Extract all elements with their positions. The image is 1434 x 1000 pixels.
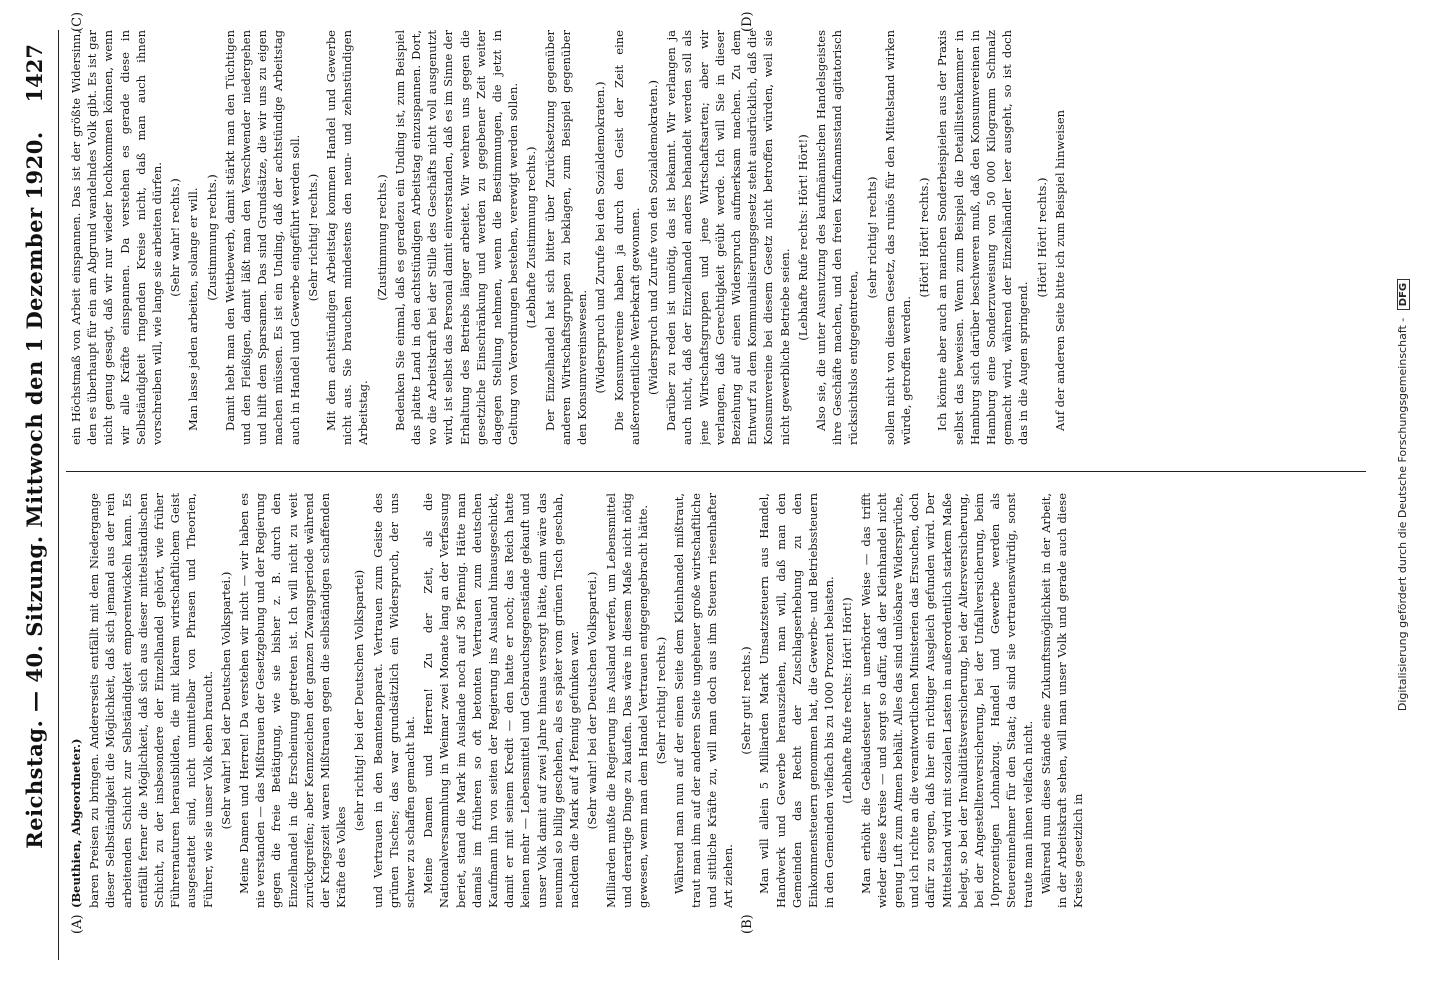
interjection: (Lebhafte Rufe rechts: Hört! Hört!) [840, 597, 855, 804]
interjection: (Sehr richtig! rechts.) [654, 636, 669, 765]
page-header [22, 20, 58, 960]
paragraph: Man lasse jeden arbeiten, solange er will. [186, 187, 201, 431]
interjection: (Lebhafte Rufe rechts: Hört! Hört!) [795, 134, 810, 341]
right-column [68, 30, 1358, 445]
paragraph: Während nun diese Stände eine Zukunftsmöglichkeit in der Arbeit, in der Arbeitskraft sehen, will man unser Volk und gerade auch diese Kreise gesetzlich in [1038, 493, 1086, 908]
paragraph: Ich könnte aber auch an manchen Sonderbeispielen aus der Praxis selbst das beweisen. Wenn zum Beispiel die Detaillistenkammer in Hamburg sich darüber beschweren muß, daß den Konsumvereinen in Hamburg eine Sonderzuweisung von 50 000 Kilogramm Schmalz gemacht wird, während der Einzelhändler leer ausgeht, so ist doch das in die Augen springend. [935, 30, 1031, 445]
paragraph: Milliarden mußte die Regierung ins Ausland werfen, um Lebensmittel und derartige Dinge zu kaufen. Das wäre in diesem Maße nicht nötig gewesen, wenn man dem Handel Vertrauen entgegengebracht hätte. [603, 493, 650, 908]
interjection: (Zustimmung rechts.) [204, 174, 219, 301]
interjection: (Hört! Hört! rechts.) [917, 177, 932, 298]
paragraph: Meine Damen und Herren! Da verstehen wir nicht — wir haben es nie verstanden — das Mißtrauen der Gesetzgebung und der Regierung gegen die freie Betätigung, wie sie bisher z. B. durch den Einzelhandel in die Erscheinung getreten ist. Ich will nicht zu weit zurückgreifen; aber Kennzeichen der ganzen Zwangsperiode während der Kriegszeit waren Mißtrauen gegen die selbständigen schaffenden Kräfte des Volkes [237, 493, 349, 908]
interjection: (sehr richtig! rechts) [864, 176, 879, 299]
paragraph: Auf der anderen Seite bitte ich zum Beispiel hinweisen [1052, 109, 1067, 431]
interjection: (Sehr wahr! bei der Deutschen Volkspartei.) [218, 571, 233, 830]
paragraph: Damit hebt man den Wettbewerb, damit stärkt man den Tüchtigen und den Fleißigen, damit läßt man den Verschwender niedergehen und hilft dem Sparsamen. Das sind Grundsätze, die wir uns zu eigen machen müssen. Es ist ein Unding, daß der achtstündige Arbeitstag auch in Handel und Gewerbe eingeführt werden soll. [222, 30, 302, 445]
paragraph: Während man nun auf der einen Seite dem Kleinhandel mißtraut, traut man ihm auf der anderen Seite ungeheuer große wirtschaftliche und sittliche Kräfte zu, will man doch aus ihm Steuern riesenhafter Art ziehen. [672, 493, 735, 908]
interjection: (Sehr richtig! rechts.) [305, 173, 320, 302]
header-title: Reichstag. — 40. Sitzung. Mittwoch den 1 Dezember 1920. [22, 131, 47, 849]
interjection: (Sehr gut! rechts.) [739, 646, 754, 755]
column-divider [66, 471, 1366, 472]
paragraph: Bedenken Sie einmal, daß es geradezu ein Unding ist, zum Beispiel das platte Land in den achtstündigen Arbeitstag einzuspannen. Dort, wo die Arbeitskraft bei der Stille des Geschäfts nicht voll ausgenutzt wird, ist selbst das Personal damit einverstanden, daß es im Sinne der Erhaltung des Betriebs länger arbeitet. Wir wehren uns gegen die gesetzliche Einschränkung und werden zu gegebener Zeit weiter dagegen Stellung nehmen, wenn die Bestimmungen, die jetzt in Geltung von Verordnungen bestehen, verewigt werden sollen. [392, 30, 521, 445]
paragraph: baren Preisen zu bringen. Andererseits entfällt mit dem Niedergange dieser Selbständigkeit die Möglichkeit, daß sich jemand aus der rein arbeitenden Schicht zur Selbständigkeit emporentwickeln kann. Es entfällt ferner die Möglichkeit, daß sich aus dieser mittelständischen Schicht, zu der insbesondere der Einzelhandel gehört, wie früher Führernaturen herausbilden, die mit klarem wirtschaftlichem Geist ausgestattet sind, nicht unmittelbar von Phrasen und Theorien, Führer, wie sie unser Volk eben braucht. [87, 493, 215, 908]
interjection: (Sehr wahr! rechts.) [168, 178, 183, 297]
interjection: (Zustimmung rechts.) [374, 174, 389, 301]
paragraph: und Vertrauen in den Beamtenapparat. Vertrauen zum Geiste des grünen Tisches; das war grundsätzlich ein Widerspruch, der uns schwer zu schaffen gemacht hat. [370, 493, 418, 908]
paragraph: Also sie, die unter Ausnutzung des kaufmännischen Handelsgeistes ihre Geschäfte machen, und den freien Kaufmannsstand agitatorisch rücksichtslos entgegentreten, [813, 30, 861, 445]
left-column [68, 493, 1358, 908]
margin-marker-d: (D) [740, 11, 755, 32]
header-rule [58, 30, 59, 960]
paragraph: Die Konsumvereine haben ja durch den Geist der Zeit eine außerordentliche Werbekraft gewonnen. [611, 30, 642, 445]
speaker-label: (Beuthien, Abgeordneter.) [69, 738, 83, 908]
paragraph: sollen nicht von diesem Gesetz, das ruinös für den Mittelstand wirken würde, getroffen werden. [882, 30, 913, 445]
margin-marker-a: (A) [70, 914, 85, 934]
paragraph: ein Höchstmaß von Arbeit einspannen. Das ist der größte Widersinn, den es überhaupt für ein am Abgrund wandelndes Volk gibt. Es ist gar nicht genug gesagt, daß wir nur wieder hochkommen können, wenn wir alle Kräfte einspannen. Da verstehen es gerade diese in Selbständigkeit ringenden Kreise nicht, daß man auch ihnen vorschreiben will, wie lange sie arbeiten dürfen. [69, 30, 165, 445]
interjection: (Widerspruch und Zurufe bei den Sozialdemokraten.) [593, 81, 608, 394]
footer-text: Digitalisierung gefördert durch die Deutsche Forschungsgemeinschaft - [1396, 317, 1409, 712]
paragraph: Mit dem achtstündigen Arbeitstag kommen Handel und Gewerbe nicht aus. Sie brauchen mindestens den neun- und zehnstündigen Arbeitstag. [324, 30, 371, 445]
digitization-footer [1396, 30, 1410, 960]
interjection: (sehr richtig! bei der Deutschen Volkspartei) [352, 569, 367, 832]
page-number: 1427 [22, 44, 47, 103]
paragraph: Der Einzelhandel hat sich bitter über Zurücksetzung gegenüber anderen Wirtschaftsgruppen zu beklagen, zum Beispiel gegenüber den Konsumvereinswesen. [542, 30, 590, 445]
interjection: (Hört! Hört! rechts.) [1034, 177, 1049, 298]
interjection: (Sehr wahr! bei der Deutschen Volkspartei.) [585, 571, 600, 830]
paragraph: Man will allein 5 Milliarden Mark Umsatzsteuern aus Handel, Handwerk und Gewerbe herausziehen, man will, daß man den Gemeinden das Recht der Zuschlagserhebung zu den Einkommensteuern genommen hat, die Gewerbe- und Betriebssteuern in den Gemeinden vielfach bis zu 1000 Prozent belasten. [757, 493, 837, 908]
margin-marker-c: (C) [70, 11, 85, 32]
paragraph: Darüber zu reden ist unnötig, das ist bekannt. Wir verlangen ja auch nicht, daß der Einzelhandel anders behandelt werden soll als jene Wirtschaftsgruppen und jene Wirtschaftsarten; aber wir verlangen, daß Gerechtigkeit geübt werde. Ich will Sie in dieser Beziehung auf einen Widerspruch aufmerksam machen. Zu dem Entwurf zu dem Kommunalisierungsgesetz steht ausdrücklich, daß die Konsumvereine bei diesem Gesetz nicht betroffen würden, weil sie nicht gewerbliche Betriebe seien. [664, 30, 792, 445]
margin-marker-b: (B) [740, 914, 755, 934]
paragraph: Meine Damen und Herren! Zu der Zeit, als die Nationalversammlung in Weimar zwei Monate lang an der Verfassung beriet, stand die Mark im Auslande noch auf 36 Pfennig. Hätte man damals im früheren so oft betonten Vertrauen zum deutschen Kaufmann ihn von seiten der Regierung ins Ausland hinausgeschickt, damit er mit seinem Kredit — den hatte er noch; das Reich hatte keinen mehr — Lebensmittel und Gebrauchsgegenstände gekauft und unser Volk damit auf zwei Jahre hinaus versorgt hätte, dann wäre das neunmal so billig geschehen, als es später vom grünen Tisch geschah, nachdem die Mark auf 4 Pfennig gefunken war. [421, 493, 582, 908]
dfg-logo: DFG [1397, 279, 1410, 310]
interjection: (Lebhafte Zustimmung rechts.) [524, 146, 539, 329]
interjection: (Widerspruch und Zurufe von den Sozialdemokraten.) [645, 79, 660, 396]
paragraph: Man erhöht die Gebäudesteuer in unerhörter Weise — das trifft wieder diese Kreise — und sorgt so dafür, daß der Kleinhandel nicht genug Luft zum Atmen behält. Alles das sind unlösbare Widersprüche, und ich richte an die verantwortlichen Ministerien das Ersuchen, doch dafür zu sorgen, daß hier ein richtiger Ausgleich gefunden wird. Der Mittelstand wird mit sozialen Lasten in außerordentlich starkem Maße belegt, so bei der Invaliditätsversicherung, bei der Altersversicherung, bei der Angestelltenversicherung, bei der Unfallversicherung, beim 10prozentigen Lohnabzug. Handel und Gewerbe werden als Steuereinnehmer für den Staat; da sind sie vertrauenswürdig, sonst traute man ihnen vielfach nicht. [858, 493, 1035, 908]
